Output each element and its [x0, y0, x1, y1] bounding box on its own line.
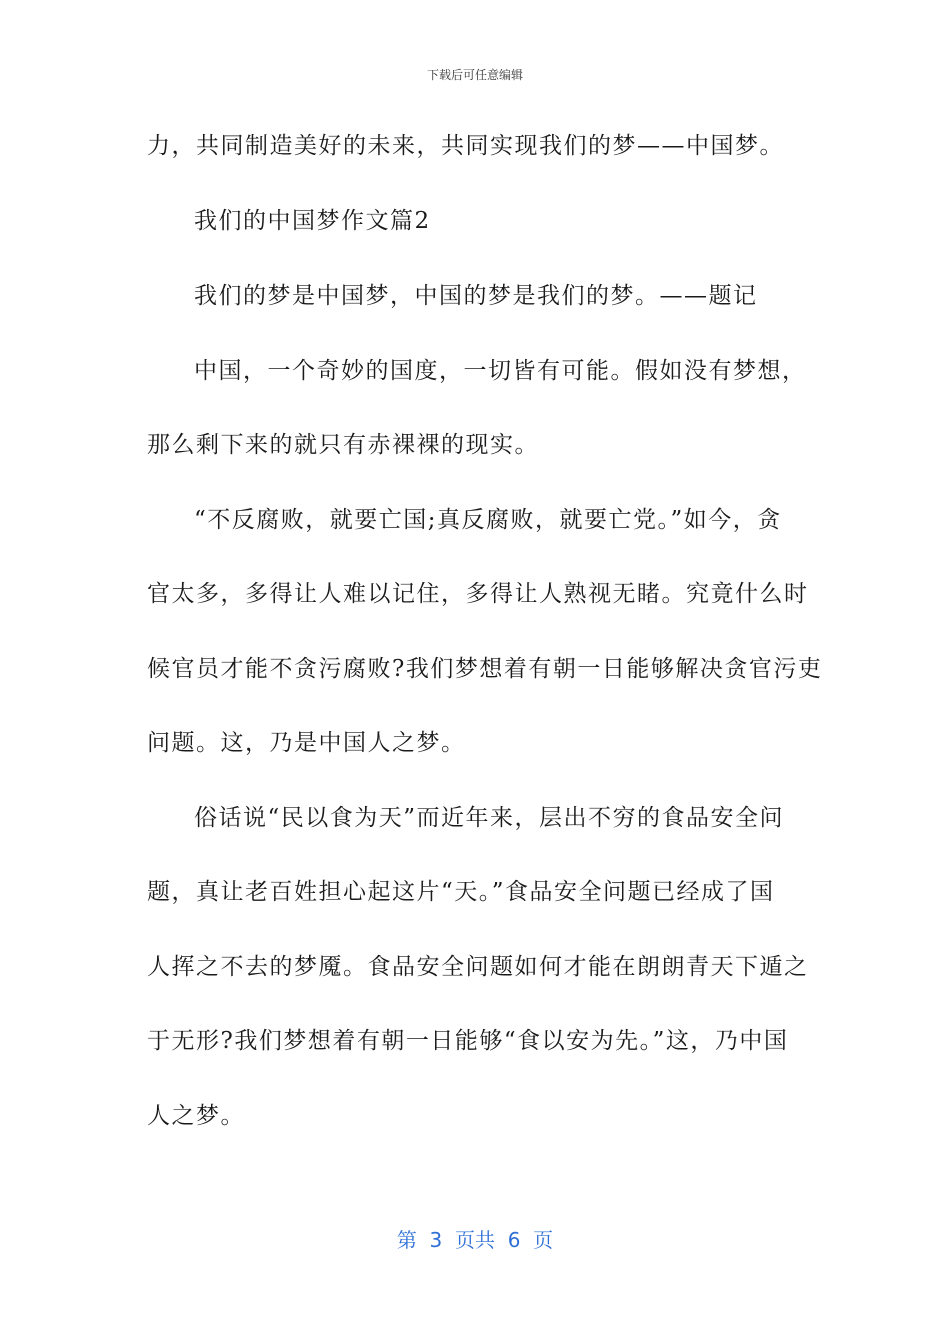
body-line-12: 人挥之不去的梦魇。食品安全问题如何才能在朗朗青天下遁之: [147, 954, 809, 980]
body-line-14: 人之梦。: [147, 1103, 245, 1129]
body-line-8: 候官员才能不贪污腐败?我们梦想着有朝一日能够解决贪官污吏: [147, 656, 823, 682]
body-line-6: “不反腐败，就要亡国;真反腐败，就要亡党。”如今，贪: [194, 507, 782, 533]
body-line-13: 于无形?我们梦想着有朝一日能够“食以安为先。”这，乃中国: [147, 1028, 789, 1054]
body-line-4: 中国，一个奇妙的国度，一切皆有可能。假如没有梦想，: [194, 358, 807, 384]
page-header: 下载后可任意编辑: [426, 68, 523, 82]
body-line-7: 官太多，多得让人难以记住，多得让人熟视无睹。究竟什么时: [147, 581, 809, 607]
body-line-5: 那么剩下来的就只有赤裸裸的现实。: [147, 432, 539, 458]
body-line-11: 题，真让老百姓担心起这片“天。”食品安全问题已经成了国: [147, 879, 775, 905]
section-title: 我们的中国梦作文篇2: [194, 208, 431, 234]
body-line-9: 问题。这，乃是中国人之梦。: [147, 730, 466, 756]
body-line-1: 力，共同制造美好的未来，共同实现我们的梦——中国梦。: [147, 133, 784, 159]
page-number-footer: 第 3 页共 6 页: [396, 1228, 554, 1252]
epigraph-line: 我们的梦是中国梦，中国的梦是我们的梦。——题记: [194, 283, 758, 309]
body-line-10: 俗话说“民以食为天”而近年来，层出不穷的食品安全问: [194, 805, 785, 831]
